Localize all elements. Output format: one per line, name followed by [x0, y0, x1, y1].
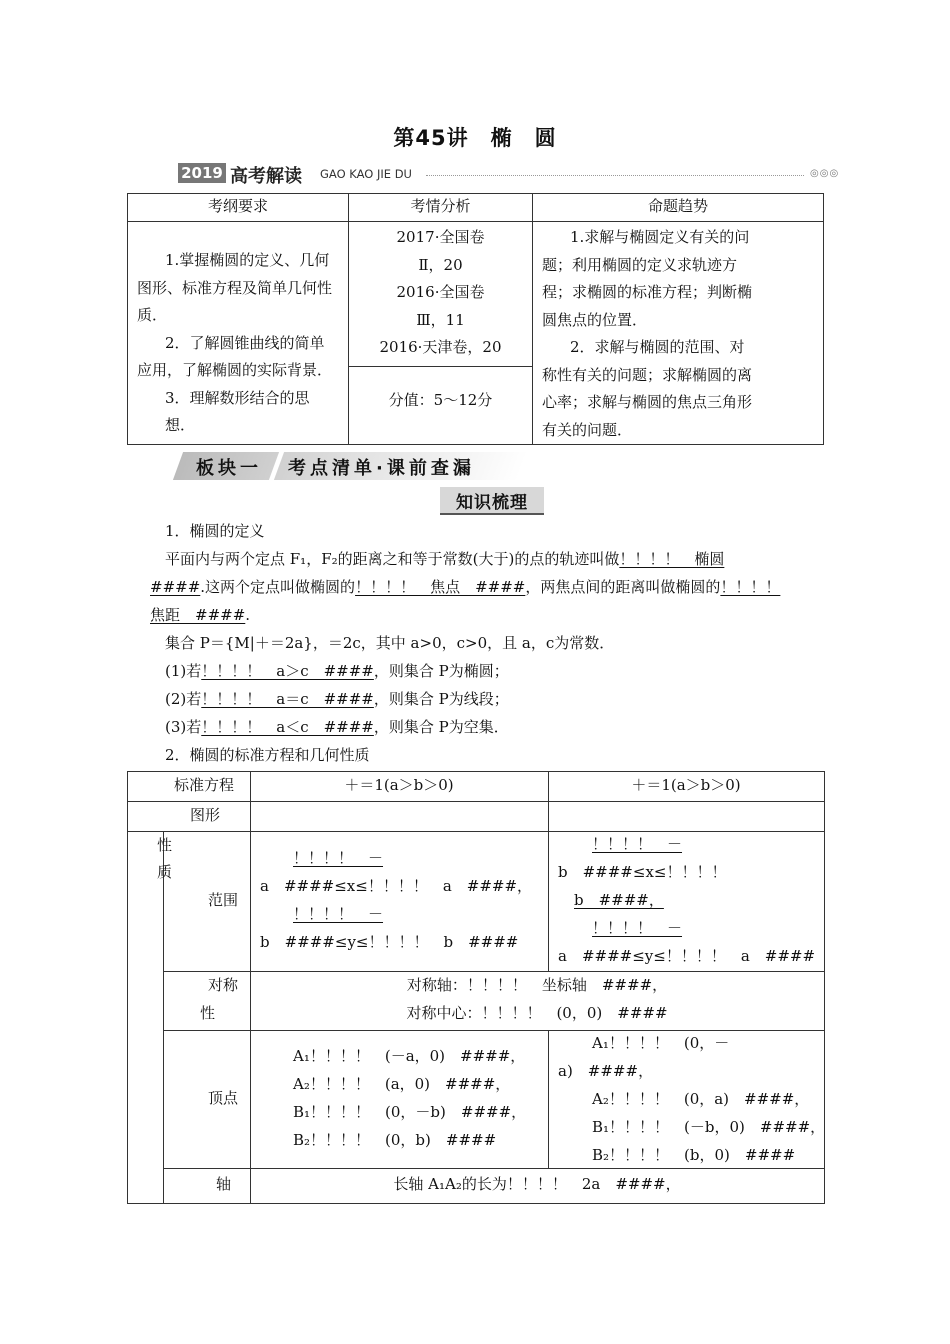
- row-label-symmetry-2: 性: [200, 1004, 216, 1022]
- definition-line: [165, 548, 724, 569]
- table-cell-line: 有关的问题．: [542, 420, 633, 439]
- table-cell-line: Ⅱ，20: [418, 255, 463, 274]
- knowledge-heading-text: 知识梳理: [456, 493, 528, 513]
- table-cell-line: 题；利用椭圆的定义求轨迹方: [542, 255, 738, 274]
- score-range: 分值：5～12分: [388, 391, 493, 409]
- row-label-range: 范围: [208, 891, 239, 909]
- fill-blank: ！！！！ a＝c ####: [201, 690, 374, 708]
- table-cell-line: 图形、标准方程及简单几何性: [137, 278, 333, 297]
- row-label-figure: 图形: [190, 806, 221, 824]
- table-header: 考情分析: [349, 194, 533, 222]
- range-cell-line: ！！！！ －: [293, 849, 384, 867]
- set-definition: 集合 P＝{M|＋＝2a}，＝2c，其中 a>0，c>0，且 a，c为常数．: [165, 634, 615, 652]
- table-cell-line: Ⅲ，11: [416, 310, 465, 329]
- table-cell-line: 2016·天津卷，20: [379, 338, 502, 356]
- section-band: [178, 452, 523, 480]
- condition-line: [165, 660, 509, 681]
- table-rule: [127, 801, 824, 802]
- requirements-table: [127, 193, 824, 445]
- table-cell-line: 称性有关的问题；求解椭圆的离: [542, 365, 753, 384]
- definition-line: [150, 604, 250, 625]
- vertex-line: B₂！！！！ (0，b) ####: [293, 1131, 497, 1149]
- text-span: .这两个定点叫做椭圆的: [200, 578, 356, 596]
- equation-horizontal: ＋＝1(a＞b＞0): [344, 776, 454, 794]
- range-cell-line: ！！！！ －: [293, 905, 384, 923]
- table-rule: [163, 831, 164, 1203]
- knowledge-heading: [440, 487, 544, 513]
- section-band-right: 考点清单·课前查漏: [288, 458, 475, 479]
- condition-line: [165, 688, 509, 709]
- table-cell-line: 质．: [137, 306, 168, 324]
- table-rule: [127, 831, 824, 832]
- range-cell-line: b ####≤y≤！！！！ b ####: [260, 933, 519, 951]
- table-cell-line: 1.求解与椭圆定义有关的问: [570, 228, 750, 246]
- row-label-axis: 轴: [216, 1175, 232, 1193]
- table-cell-line: 3．理解数形结合的思想．: [165, 388, 310, 434]
- row-label-vertices: 顶点: [208, 1089, 239, 1107]
- table-rule: [163, 1168, 824, 1169]
- symmetry-center: 对称中心：！！！！ (0，0) ####: [406, 1004, 668, 1022]
- section-band-left: 板块一: [196, 458, 262, 479]
- fill-blank: ！！！！ 焦点 ####: [355, 578, 526, 596]
- condition-line: [165, 716, 509, 737]
- fill-blank: 焦距 ####: [150, 606, 246, 624]
- table-header: 考纲要求: [128, 194, 349, 222]
- table-rule: [548, 1030, 549, 1168]
- page-title: 第45讲 椭 圆: [393, 126, 557, 150]
- gaokao-header-bar: [178, 162, 848, 187]
- range-cell-line: a ####≤x≤！！！！ a ####，: [260, 877, 533, 895]
- text-span: ，两焦点间的距离叫做椭圆的: [525, 578, 721, 596]
- vertex-line: A₂！！！！ (a，0) ####，: [293, 1075, 511, 1093]
- vertex-line: B₁！！！！ (－b，0) ####，: [592, 1118, 826, 1136]
- text-span: (1)若: [165, 662, 202, 680]
- table-cell-line: 应用，了解椭圆的实际背景．: [137, 361, 333, 379]
- analysis-cell: [349, 222, 533, 445]
- text-span: .: [245, 606, 251, 624]
- requirements-cell: [128, 222, 349, 445]
- text-span: ，则集合 P为线段；: [373, 690, 509, 708]
- table-cell-line: 1.掌握椭圆的定义、几何: [165, 251, 330, 269]
- equation-vertical: ＋＝1(a＞b＞0): [631, 776, 741, 794]
- table-header: 命题趋势: [533, 194, 824, 222]
- range-cell-line: b ####≤x≤！！！！: [558, 863, 727, 881]
- table-cell-line: 程；求椭圆的标准方程；判断椭: [542, 283, 753, 301]
- table-rule: [163, 971, 824, 972]
- fill-blank: ！！！！ a＜c ####: [201, 718, 374, 736]
- vertex-line: B₂！！！！ (b，0) ####: [592, 1146, 796, 1164]
- section-1-heading: 1．椭圆的定义: [165, 522, 265, 540]
- table-rule: [548, 771, 549, 971]
- text-span: (3)若: [165, 718, 202, 736]
- header-divider: [426, 175, 804, 176]
- range-cell-line: a ####≤y≤！！！！ a ####: [558, 947, 816, 965]
- vertex-line: A₁！！！！ (0，－: [592, 1034, 730, 1052]
- row-label-standard-equation: 标准方程: [174, 776, 235, 794]
- text-span: (2)若: [165, 690, 202, 708]
- trend-cell: [533, 222, 824, 445]
- header-pinyin: GAO KAO JIE DU: [320, 167, 412, 181]
- definition-line: [150, 576, 780, 597]
- table-rule: [163, 1030, 824, 1031]
- vertex-line: A₂！！！！ (0，a) ####，: [592, 1090, 810, 1108]
- table-cell-line: 2016·全国卷: [396, 283, 485, 301]
- range-cell-line: ！！！！ －: [592, 919, 683, 937]
- vertex-line: B₁！！！！ (0，－b) ####，: [293, 1103, 527, 1121]
- table-cell-line: 圆焦点的位置．: [542, 310, 648, 329]
- row-label-properties-1: 性: [157, 836, 173, 854]
- table-cell-line: 2．了解圆锥曲线的简单: [165, 333, 325, 352]
- range-cell-line: ！！！！ －: [592, 835, 683, 853]
- symmetry-axis: 对称轴：！！！！ 坐标轴 ####，: [406, 976, 668, 994]
- fill-blank: ！！！！: [720, 578, 781, 596]
- text-span: 平面内与两个定点 F₁，F₂的距离之和等于常数(大于)的点的轨迹叫做: [165, 550, 620, 568]
- fill-blank: ####: [150, 578, 201, 596]
- text-span: ，则集合 P为椭圆；: [373, 662, 509, 680]
- decorative-dots-icon: ◎◎◎: [810, 168, 840, 179]
- axis-length: 长轴 A₁A₂的长为！！！！ 2a ####，: [393, 1175, 681, 1193]
- vertex-line: A₁！！！！ (－a，0) ####，: [293, 1047, 526, 1065]
- vertex-line: a) ####，: [558, 1062, 654, 1080]
- table-cell-line: 2017·全国卷: [396, 228, 485, 246]
- year-badge: 2019: [178, 163, 226, 183]
- header-label: 高考解读: [230, 166, 302, 187]
- text-span: ，则集合 P为空集．: [373, 718, 509, 736]
- range-cell-line: b ####，: [574, 891, 664, 909]
- table-cell-line: 心率；求解与椭圆的焦点三角形: [542, 393, 753, 411]
- fill-blank: ！！！！ a＞c ####: [201, 662, 374, 680]
- fill-blank: ！！！！ 椭圆: [619, 550, 725, 568]
- row-label-symmetry-1: 对称: [208, 976, 239, 994]
- table-cell-line: 2．求解与椭圆的范围、对: [570, 338, 745, 356]
- section-2-heading: 2．椭圆的标准方程和几何性质: [165, 746, 370, 764]
- row-label-properties-2: 质: [157, 863, 173, 881]
